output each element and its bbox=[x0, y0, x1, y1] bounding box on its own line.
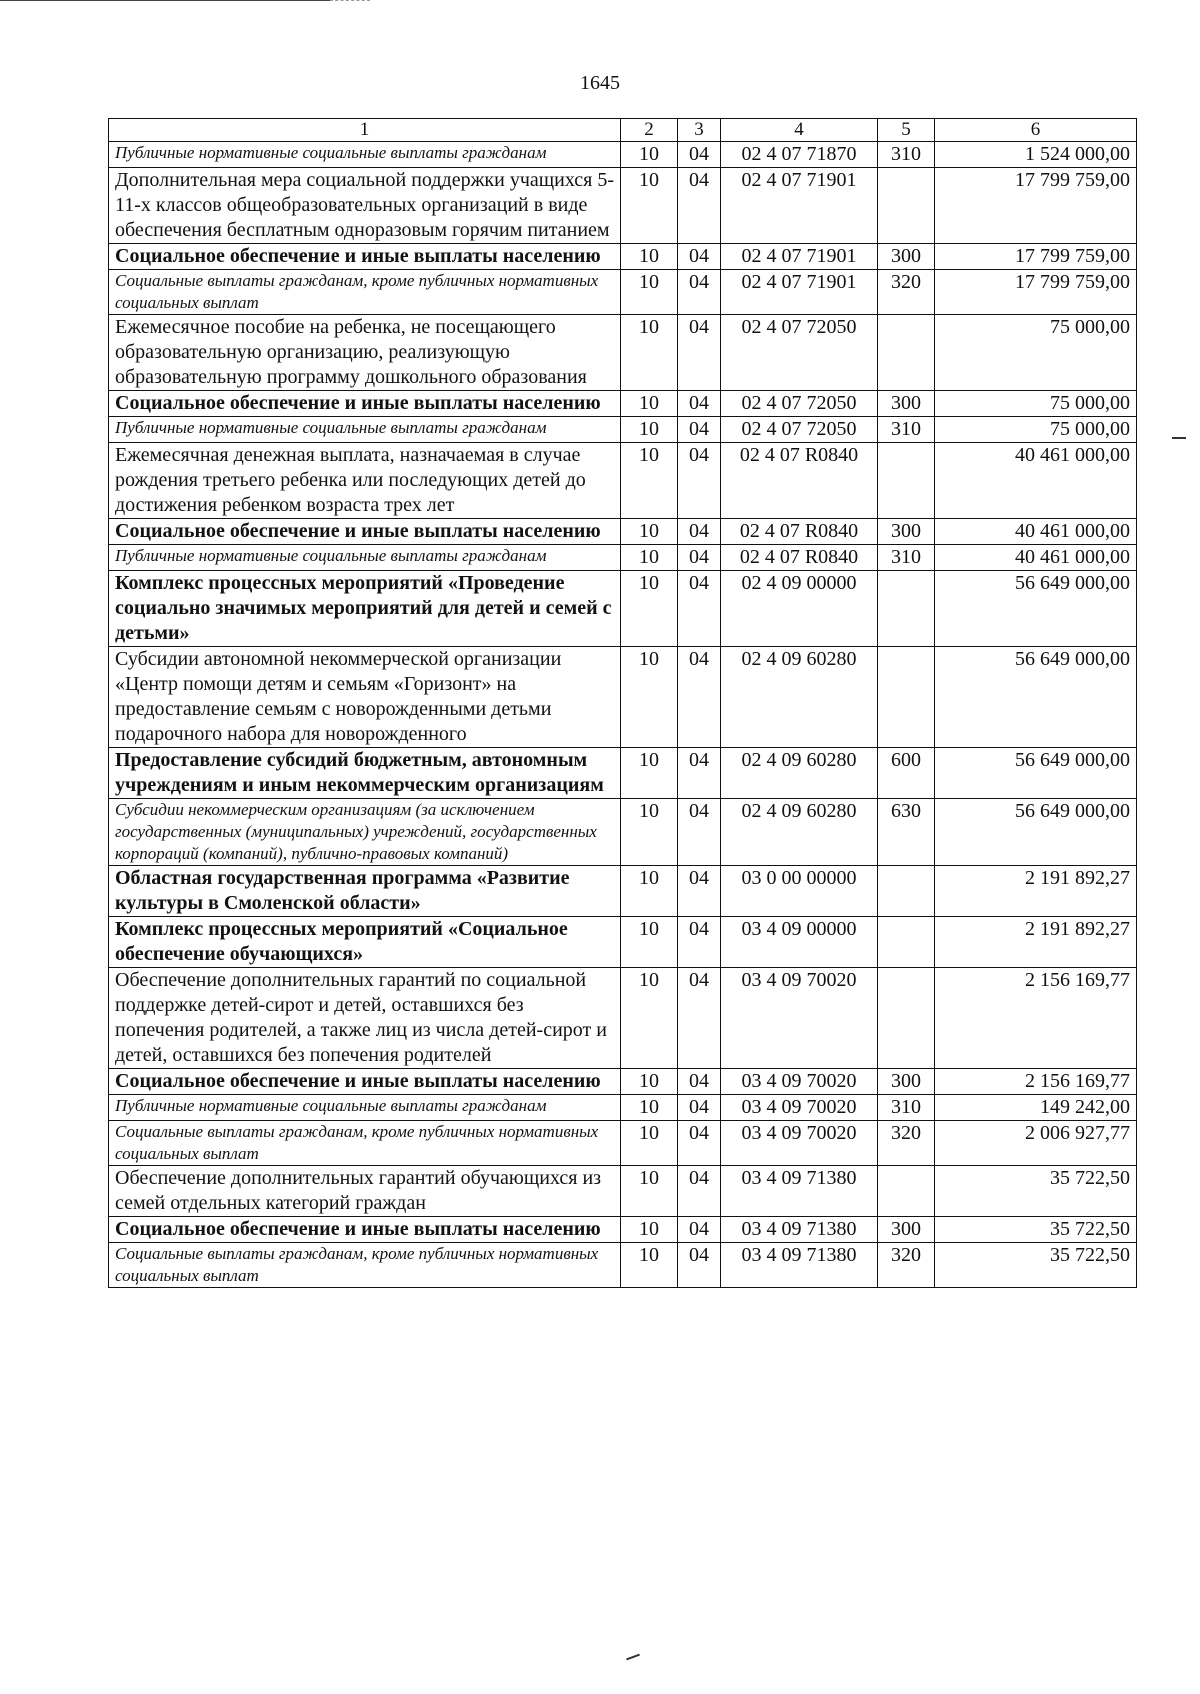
amount-cell: 17 799 759,00 bbox=[935, 270, 1137, 315]
scan-top-line-dashed bbox=[330, 0, 370, 1]
amount-cell: 149 242,00 bbox=[935, 1095, 1137, 1121]
target-article-cell: 02 4 07 72050 bbox=[721, 315, 878, 391]
target-article-cell: 02 4 07 71901 bbox=[721, 244, 878, 270]
target-article-cell: 03 4 09 71380 bbox=[721, 1217, 878, 1243]
subsection-code-cell: 04 bbox=[678, 519, 721, 545]
expense-type-cell: 320 bbox=[878, 270, 935, 315]
expense-type-cell: 310 bbox=[878, 545, 935, 571]
expense-type-cell: 320 bbox=[878, 1243, 935, 1288]
expense-type-cell bbox=[878, 1166, 935, 1217]
row-name-cell: Обеспечение дополнительных гарантий обучающихся из семей отдельных категорий граждан bbox=[109, 1166, 621, 1217]
subsection-code-cell: 04 bbox=[678, 168, 721, 244]
target-article-cell: 02 4 07 71870 bbox=[721, 142, 878, 168]
subsection-code-cell: 04 bbox=[678, 748, 721, 799]
section-code-cell: 10 bbox=[621, 968, 678, 1069]
subsection-code-cell: 04 bbox=[678, 1166, 721, 1217]
header-col-4: 4 bbox=[721, 119, 878, 142]
subsection-code-cell: 04 bbox=[678, 571, 721, 647]
subsection-code-cell: 04 bbox=[678, 270, 721, 315]
expense-type-cell: 300 bbox=[878, 1217, 935, 1243]
amount-cell: 35 722,50 bbox=[935, 1217, 1137, 1243]
target-article-cell: 02 4 07 R0840 bbox=[721, 545, 878, 571]
expense-type-cell bbox=[878, 917, 935, 968]
expense-type-cell bbox=[878, 571, 935, 647]
target-article-cell: 02 4 07 72050 bbox=[721, 417, 878, 443]
table-row bbox=[109, 799, 1137, 866]
target-article-cell: 03 4 09 70020 bbox=[721, 1121, 878, 1166]
target-article-cell: 02 4 09 60280 bbox=[721, 799, 878, 866]
row-name-cell: Социальное обеспечение и иные выплаты населению bbox=[109, 1217, 621, 1243]
subsection-code-cell: 04 bbox=[678, 1243, 721, 1288]
amount-cell: 2 156 169,77 bbox=[935, 1069, 1137, 1095]
table-row bbox=[109, 1243, 1137, 1288]
section-code-cell: 10 bbox=[621, 168, 678, 244]
row-name-cell: Социальные выплаты гражданам, кроме публичных нормативных социальных выплат bbox=[109, 1243, 621, 1288]
header-col-1: 1 bbox=[109, 119, 621, 142]
table-row bbox=[109, 270, 1137, 315]
target-article-cell: 03 4 09 70020 bbox=[721, 1095, 878, 1121]
section-code-cell: 10 bbox=[621, 799, 678, 866]
header-col-5: 5 bbox=[878, 119, 935, 142]
subsection-code-cell: 04 bbox=[678, 647, 721, 748]
expense-type-cell bbox=[878, 866, 935, 917]
amount-cell: 35 722,50 bbox=[935, 1243, 1137, 1288]
section-code-cell: 10 bbox=[621, 647, 678, 748]
row-name-cell: Обеспечение дополнительных гарантий по социальной поддержке детей-сирот и детей, оставшихся без попечения родителей, а также лиц из числа детей-сирот и детей, оставшихся без попечения родителей bbox=[109, 968, 621, 1069]
row-name-cell: Областная государственная программа «Развитие культуры в Смоленской области» bbox=[109, 866, 621, 917]
section-code-cell: 10 bbox=[621, 270, 678, 315]
table-row bbox=[109, 968, 1137, 1069]
target-article-cell: 03 4 09 71380 bbox=[721, 1243, 878, 1288]
amount-cell: 35 722,50 bbox=[935, 1166, 1137, 1217]
section-code-cell: 10 bbox=[621, 1121, 678, 1166]
section-code-cell: 10 bbox=[621, 1095, 678, 1121]
expense-type-cell bbox=[878, 443, 935, 519]
target-article-cell: 02 4 09 60280 bbox=[721, 647, 878, 748]
subsection-code-cell: 04 bbox=[678, 1069, 721, 1095]
subsection-code-cell: 04 bbox=[678, 1095, 721, 1121]
section-code-cell: 10 bbox=[621, 244, 678, 270]
section-code-cell: 10 bbox=[621, 315, 678, 391]
target-article-cell: 02 4 09 00000 bbox=[721, 571, 878, 647]
section-code-cell: 10 bbox=[621, 443, 678, 519]
scan-mark-bottom bbox=[626, 1654, 640, 1661]
amount-cell: 75 000,00 bbox=[935, 315, 1137, 391]
subsection-code-cell: 04 bbox=[678, 917, 721, 968]
table-row bbox=[109, 571, 1137, 647]
budget-table bbox=[108, 118, 1137, 1288]
row-name-cell: Социальное обеспечение и иные выплаты населению bbox=[109, 391, 621, 417]
table-row bbox=[109, 545, 1137, 571]
amount-cell: 2 191 892,27 bbox=[935, 917, 1137, 968]
amount-cell: 40 461 000,00 bbox=[935, 519, 1137, 545]
table-row bbox=[109, 417, 1137, 443]
table-row bbox=[109, 519, 1137, 545]
section-code-cell: 10 bbox=[621, 417, 678, 443]
row-name-cell: Субсидии автономной некоммерческой организации «Центр помощи детям и семьям «Горизонт» на предоставление семьям с новорожденными детьми подарочного набора для новорожденного bbox=[109, 647, 621, 748]
expense-type-cell: 310 bbox=[878, 1095, 935, 1121]
target-article-cell: 02 4 07 R0840 bbox=[721, 519, 878, 545]
amount-cell: 17 799 759,00 bbox=[935, 168, 1137, 244]
target-article-cell: 02 4 07 R0840 bbox=[721, 443, 878, 519]
amount-cell: 40 461 000,00 bbox=[935, 545, 1137, 571]
subsection-code-cell: 04 bbox=[678, 443, 721, 519]
row-name-cell: Ежемесячное пособие на ребенка, не посещающего образовательную организацию, реализующую образовательную программу дошкольного образования bbox=[109, 315, 621, 391]
row-name-cell: Дополнительная мера социальной поддержки учащихся 5-11-х классов общеобразовательных организаций в виде обеспечения бесплатным одноразовым горячим питанием bbox=[109, 168, 621, 244]
row-name-cell: Социальные выплаты гражданам, кроме публичных нормативных социальных выплат bbox=[109, 1121, 621, 1166]
subsection-code-cell: 04 bbox=[678, 968, 721, 1069]
page-number: 1645 bbox=[580, 72, 620, 94]
table-row bbox=[109, 1166, 1137, 1217]
table-row bbox=[109, 917, 1137, 968]
subsection-code-cell: 04 bbox=[678, 545, 721, 571]
expense-type-cell bbox=[878, 168, 935, 244]
row-name-cell: Ежемесячная денежная выплата, назначаемая в случае рождения третьего ребенка или последующих детей до достижения ребенком возраста трех лет bbox=[109, 443, 621, 519]
expense-type-cell bbox=[878, 647, 935, 748]
section-code-cell: 10 bbox=[621, 545, 678, 571]
target-article-cell: 03 4 09 70020 bbox=[721, 968, 878, 1069]
table-row bbox=[109, 443, 1137, 519]
subsection-code-cell: 04 bbox=[678, 1217, 721, 1243]
section-code-cell: 10 bbox=[621, 917, 678, 968]
table-row bbox=[109, 647, 1137, 748]
section-code-cell: 10 bbox=[621, 142, 678, 168]
amount-cell: 56 649 000,00 bbox=[935, 571, 1137, 647]
amount-cell: 2 006 927,77 bbox=[935, 1121, 1137, 1166]
row-name-cell: Публичные нормативные социальные выплаты гражданам bbox=[109, 142, 621, 168]
amount-cell: 2 191 892,27 bbox=[935, 866, 1137, 917]
header-col-6: 6 bbox=[935, 119, 1137, 142]
section-code-cell: 10 bbox=[621, 1217, 678, 1243]
target-article-cell: 03 4 09 00000 bbox=[721, 917, 878, 968]
row-name-cell: Публичные нормативные социальные выплаты гражданам bbox=[109, 545, 621, 571]
row-name-cell: Комплекс процессных мероприятий «Социальное обеспечение обучающихся» bbox=[109, 917, 621, 968]
section-code-cell: 10 bbox=[621, 1166, 678, 1217]
amount-cell: 1 524 000,00 bbox=[935, 142, 1137, 168]
row-name-cell: Субсидии некоммерческим организациям (за исключением государственных (муниципальных) учреждений, государственных корпораций (компаний), публично-правовых компаний) bbox=[109, 799, 621, 866]
subsection-code-cell: 04 bbox=[678, 315, 721, 391]
target-article-cell: 03 4 09 71380 bbox=[721, 1166, 878, 1217]
target-article-cell: 02 4 07 72050 bbox=[721, 391, 878, 417]
row-name-cell: Предоставление субсидий бюджетным, автономным учреждениям и иным некоммерческим организациям bbox=[109, 748, 621, 799]
table-row bbox=[109, 1069, 1137, 1095]
table-row bbox=[109, 1121, 1137, 1166]
subsection-code-cell: 04 bbox=[678, 142, 721, 168]
header-row bbox=[109, 119, 1137, 142]
table-row bbox=[109, 1217, 1137, 1243]
subsection-code-cell: 04 bbox=[678, 417, 721, 443]
subsection-code-cell: 04 bbox=[678, 799, 721, 866]
row-name-cell: Публичные нормативные социальные выплаты гражданам bbox=[109, 417, 621, 443]
header-col-2: 2 bbox=[621, 119, 678, 142]
row-name-cell: Публичные нормативные социальные выплаты гражданам bbox=[109, 1095, 621, 1121]
expense-type-cell: 320 bbox=[878, 1121, 935, 1166]
expense-type-cell bbox=[878, 968, 935, 1069]
subsection-code-cell: 04 bbox=[678, 244, 721, 270]
expense-type-cell: 300 bbox=[878, 1069, 935, 1095]
section-code-cell: 10 bbox=[621, 1243, 678, 1288]
expense-type-cell: 310 bbox=[878, 417, 935, 443]
subsection-code-cell: 04 bbox=[678, 1121, 721, 1166]
table-row bbox=[109, 1095, 1137, 1121]
table-row bbox=[109, 391, 1137, 417]
table-row bbox=[109, 315, 1137, 391]
section-code-cell: 10 bbox=[621, 866, 678, 917]
section-code-cell: 10 bbox=[621, 391, 678, 417]
amount-cell: 2 156 169,77 bbox=[935, 968, 1137, 1069]
row-name-cell: Социальные выплаты гражданам, кроме публичных нормативных социальных выплат bbox=[109, 270, 621, 315]
amount-cell: 40 461 000,00 bbox=[935, 443, 1137, 519]
expense-type-cell: 300 bbox=[878, 519, 935, 545]
scan-top-line bbox=[0, 0, 330, 1]
amount-cell: 56 649 000,00 bbox=[935, 647, 1137, 748]
section-code-cell: 10 bbox=[621, 748, 678, 799]
row-name-cell: Социальное обеспечение и иные выплаты населению bbox=[109, 244, 621, 270]
expense-type-cell bbox=[878, 315, 935, 391]
subsection-code-cell: 04 bbox=[678, 866, 721, 917]
target-article-cell: 02 4 07 71901 bbox=[721, 270, 878, 315]
section-code-cell: 10 bbox=[621, 1069, 678, 1095]
row-name-cell: Комплекс процессных мероприятий «Проведение социально значимых мероприятий для детей и семей с детьми» bbox=[109, 571, 621, 647]
row-name-cell: Социальное обеспечение и иные выплаты населению bbox=[109, 519, 621, 545]
amount-cell: 75 000,00 bbox=[935, 391, 1137, 417]
section-code-cell: 10 bbox=[621, 519, 678, 545]
subsection-code-cell: 04 bbox=[678, 391, 721, 417]
amount-cell: 75 000,00 bbox=[935, 417, 1137, 443]
amount-cell: 56 649 000,00 bbox=[935, 799, 1137, 866]
scan-mark-right bbox=[1172, 437, 1186, 439]
header-col-3: 3 bbox=[678, 119, 721, 142]
row-name-cell: Социальное обеспечение и иные выплаты населению bbox=[109, 1069, 621, 1095]
table-row bbox=[109, 748, 1137, 799]
target-article-cell: 03 0 00 00000 bbox=[721, 866, 878, 917]
expense-type-cell: 630 bbox=[878, 799, 935, 866]
section-code-cell: 10 bbox=[621, 571, 678, 647]
table-row bbox=[109, 142, 1137, 168]
table-row bbox=[109, 244, 1137, 270]
target-article-cell: 02 4 09 60280 bbox=[721, 748, 878, 799]
expense-type-cell: 300 bbox=[878, 244, 935, 270]
expense-type-cell: 600 bbox=[878, 748, 935, 799]
table-row bbox=[109, 866, 1137, 917]
table-row bbox=[109, 168, 1137, 244]
amount-cell: 17 799 759,00 bbox=[935, 244, 1137, 270]
target-article-cell: 03 4 09 70020 bbox=[721, 1069, 878, 1095]
amount-cell: 56 649 000,00 bbox=[935, 748, 1137, 799]
target-article-cell: 02 4 07 71901 bbox=[721, 168, 878, 244]
expense-type-cell: 300 bbox=[878, 391, 935, 417]
expense-type-cell: 310 bbox=[878, 142, 935, 168]
